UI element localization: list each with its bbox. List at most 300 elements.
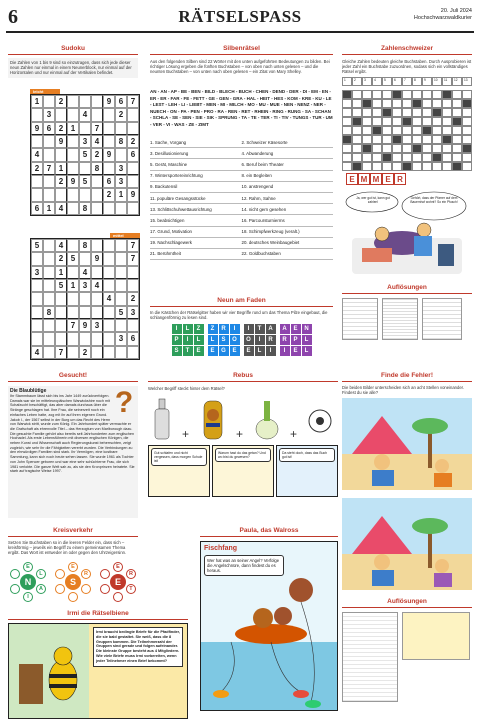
silben-clue-row[interactable] xyxy=(150,148,333,159)
faden-cell[interactable]: I xyxy=(183,335,193,345)
faden-cell[interactable]: E xyxy=(208,346,218,356)
sudoku-cell[interactable]: 9 xyxy=(127,188,139,201)
kreis-ring-cell[interactable]: E xyxy=(23,562,33,572)
sudoku-cell[interactable]: 2 xyxy=(127,135,139,148)
sudoku-cell[interactable]: 3 xyxy=(91,319,103,332)
sudoku-cell[interactable] xyxy=(67,332,79,345)
kreis-ring-cell[interactable] xyxy=(68,592,78,602)
zahlen-grid-cell[interactable] xyxy=(342,162,352,171)
sudoku-cell[interactable] xyxy=(103,279,115,292)
faden-cell[interactable]: L xyxy=(302,346,312,356)
faden-cell[interactable]: I xyxy=(266,346,276,356)
kreis-ring-cell[interactable]: I xyxy=(23,592,33,602)
kreis-ring-cell[interactable] xyxy=(10,584,20,594)
zahlen-grid-cell[interactable] xyxy=(452,153,462,162)
fehler-picture-1[interactable] xyxy=(342,398,472,490)
sudoku-cell[interactable]: 6 xyxy=(103,175,115,188)
faden-cell[interactable]: L xyxy=(194,335,204,345)
sudoku-cell[interactable] xyxy=(127,122,139,135)
zahlen-key-cell[interactable]: 6 xyxy=(392,77,402,86)
zahlen-grid-cell[interactable] xyxy=(462,135,472,144)
sudoku-cell[interactable]: 6 xyxy=(127,332,139,345)
sudoku-cell[interactable] xyxy=(103,162,115,175)
sudoku-cell[interactable]: 9 xyxy=(55,135,67,148)
faden-cell[interactable]: E xyxy=(194,346,204,356)
zahlen-grid-cell[interactable] xyxy=(442,90,452,99)
zahlen-grid-cell[interactable] xyxy=(432,135,442,144)
zahlen-grid-cell[interactable] xyxy=(402,135,412,144)
silben-clue-row[interactable] xyxy=(150,182,333,193)
sudoku-cell[interactable] xyxy=(103,332,115,345)
zahlen-grid-cell[interactable] xyxy=(362,135,372,144)
zahlen-grid-cell[interactable] xyxy=(402,117,412,126)
zahlen-grid-cell[interactable] xyxy=(432,126,442,135)
zahlen-grid-cell[interactable] xyxy=(452,135,462,144)
sudoku-cell[interactable]: 3 xyxy=(115,332,127,345)
sudoku-cell[interactable]: 6 xyxy=(43,122,55,135)
sudoku-cell[interactable] xyxy=(91,175,103,188)
sudoku-cell[interactable]: 9 xyxy=(79,319,91,332)
zahlen-grid-cell[interactable] xyxy=(422,153,432,162)
sudoku-cell[interactable] xyxy=(67,162,79,175)
zahlen-grid-cell[interactable] xyxy=(362,117,372,126)
kreis-ring-cell[interactable]: E xyxy=(68,562,78,572)
kreis-ring-cell[interactable]: R xyxy=(126,569,136,579)
sudoku-cell[interactable] xyxy=(91,188,103,201)
faden-cell[interactable]: E xyxy=(291,346,301,356)
sudoku-cell[interactable] xyxy=(31,279,43,292)
silben-clue-row[interactable] xyxy=(150,249,333,260)
sudoku-cell[interactable] xyxy=(79,252,91,265)
sudoku-cell[interactable] xyxy=(67,306,79,319)
sudoku-cell[interactable] xyxy=(127,162,139,175)
sudoku-cell[interactable]: 1 xyxy=(55,266,67,279)
zahlen-grid-cell[interactable] xyxy=(382,117,392,126)
kreis-circle[interactable] xyxy=(98,562,138,602)
zahlen-grid-cell[interactable] xyxy=(442,126,452,135)
zahlen-grid-cell[interactable] xyxy=(422,126,432,135)
kreis-circles[interactable] xyxy=(8,562,138,602)
faden-cell[interactable]: L xyxy=(255,346,265,356)
kreis-ring-cell[interactable]: L xyxy=(36,569,46,579)
sudoku-cell[interactable]: 7 xyxy=(127,95,139,108)
faden-cell[interactable]: I xyxy=(230,324,240,334)
sudoku-cell[interactable]: 8 xyxy=(43,306,55,319)
sudoku-cell[interactable] xyxy=(43,252,55,265)
zahlen-grid-cell[interactable] xyxy=(422,90,432,99)
zahlen-grid-cell[interactable] xyxy=(422,135,432,144)
zahlen-grid-cell[interactable] xyxy=(342,117,352,126)
zahlen-grid-cell[interactable] xyxy=(462,108,472,117)
sudoku-cell[interactable] xyxy=(67,346,79,359)
kreis-ring-cell[interactable] xyxy=(100,584,110,594)
zahlen-grid-cell[interactable] xyxy=(342,108,352,117)
zahlen-grid-cell[interactable] xyxy=(362,99,372,108)
sudoku-cell[interactable] xyxy=(43,279,55,292)
faden-cell[interactable]: L xyxy=(208,335,218,345)
sudoku-cell[interactable]: 3 xyxy=(31,266,43,279)
faden-grids[interactable] xyxy=(150,324,333,356)
sudoku-cell[interactable]: 4 xyxy=(79,266,91,279)
sudoku-cell[interactable] xyxy=(127,266,139,279)
sudoku-cell[interactable] xyxy=(79,95,91,108)
sudoku-cell[interactable]: 4 xyxy=(31,346,43,359)
sudoku-cell[interactable] xyxy=(127,108,139,121)
zahlen-key-cell[interactable]: 13 xyxy=(462,77,472,86)
paula-comic[interactable] xyxy=(200,541,338,711)
zahlen-grid-cell[interactable] xyxy=(372,117,382,126)
silben-clue-row[interactable] xyxy=(150,215,333,226)
sudoku-cell[interactable] xyxy=(67,188,79,201)
sudoku-cell[interactable] xyxy=(127,175,139,188)
faden-cell[interactable]: I xyxy=(280,346,290,356)
sudoku-cell[interactable] xyxy=(127,279,139,292)
sudoku-cell[interactable] xyxy=(67,239,79,252)
zahlen-grid-cell[interactable] xyxy=(382,144,392,153)
zahlen-grid-cell[interactable] xyxy=(412,126,422,135)
sudoku-cell[interactable]: 4 xyxy=(55,202,67,215)
kreis-ring-cell[interactable]: A xyxy=(36,584,46,594)
zahlen-grid-cell[interactable] xyxy=(452,108,462,117)
sudoku-cell[interactable] xyxy=(43,332,55,345)
sudoku-cell[interactable] xyxy=(103,108,115,121)
kreis-ring-cell[interactable] xyxy=(100,569,110,579)
sudoku-cell[interactable] xyxy=(31,188,43,201)
zahlen-grid-cell[interactable] xyxy=(372,108,382,117)
faden-cell[interactable]: O xyxy=(244,335,254,345)
zahlen-grid-cell[interactable] xyxy=(442,144,452,153)
zahlen-key-cell[interactable]: 10 xyxy=(432,77,442,86)
zahlen-grid-cell[interactable] xyxy=(402,99,412,108)
sudoku-cell[interactable]: 8 xyxy=(79,202,91,215)
sudoku-cell[interactable]: 5 xyxy=(55,279,67,292)
sudoku-cell[interactable] xyxy=(127,202,139,215)
zahlen-grid-cell[interactable] xyxy=(442,135,452,144)
zahlen-grid-cell[interactable] xyxy=(442,153,452,162)
sudoku-cell[interactable]: 1 xyxy=(115,188,127,201)
faden-cell[interactable]: T xyxy=(183,346,193,356)
sudoku-cell[interactable]: 7 xyxy=(43,162,55,175)
zahlen-grid-cell[interactable] xyxy=(392,153,402,162)
sudoku-cell[interactable] xyxy=(79,188,91,201)
sudoku-cell[interactable] xyxy=(115,319,127,332)
faden-cell[interactable]: A xyxy=(266,324,276,334)
sudoku-cell[interactable] xyxy=(79,122,91,135)
zahlen-grid-cell[interactable] xyxy=(452,117,462,126)
faden-cell[interactable]: A xyxy=(280,324,290,334)
zahlen-grid-cell[interactable] xyxy=(412,117,422,126)
sudoku-cell[interactable] xyxy=(55,292,67,305)
sudoku-cell[interactable] xyxy=(103,239,115,252)
sudoku-cell[interactable]: 3 xyxy=(79,279,91,292)
sudoku-cell[interactable] xyxy=(103,122,115,135)
sudoku-cell[interactable] xyxy=(91,239,103,252)
zahlen-key-cell[interactable]: 4 xyxy=(372,77,382,86)
sudoku-cell[interactable]: 7 xyxy=(127,252,139,265)
sudoku-cell[interactable]: 4 xyxy=(55,239,67,252)
kreis-ring-cell[interactable]: T xyxy=(126,584,136,594)
zahlen-grid-cell[interactable] xyxy=(382,162,392,171)
silben-clue-row[interactable] xyxy=(150,171,333,182)
sudoku-cell[interactable] xyxy=(43,175,55,188)
zahlen-grid-cell[interactable] xyxy=(422,162,432,171)
zahlen-grid-cell[interactable] xyxy=(372,90,382,99)
sudoku-cell[interactable]: 1 xyxy=(67,279,79,292)
faden-cell[interactable]: T xyxy=(255,324,265,334)
sudoku-cell[interactable] xyxy=(103,319,115,332)
faden-cell[interactable]: Z xyxy=(194,324,204,334)
zahlen-grid-cell[interactable] xyxy=(412,90,422,99)
zahlen-grid-cell[interactable] xyxy=(422,144,432,153)
sudoku-cell[interactable]: 6 xyxy=(115,95,127,108)
sudoku-cell[interactable] xyxy=(43,319,55,332)
sudoku-cell[interactable] xyxy=(103,346,115,359)
sudoku-cell[interactable] xyxy=(31,108,43,121)
faden-cell[interactable]: R xyxy=(266,335,276,345)
zahlen-grid-cell[interactable] xyxy=(432,108,442,117)
faden-cell[interactable]: L xyxy=(183,324,193,334)
sudoku-cell[interactable] xyxy=(67,292,79,305)
zahlen-grid-cell[interactable] xyxy=(382,153,392,162)
zahlen-grid-cell[interactable] xyxy=(402,162,412,171)
sudoku-cell[interactable]: 5 xyxy=(115,306,127,319)
silben-clue-row[interactable] xyxy=(150,159,333,170)
zahlen-grid-cell[interactable] xyxy=(362,108,372,117)
sudoku-cell[interactable] xyxy=(103,202,115,215)
sudoku-cell[interactable] xyxy=(79,332,91,345)
sudoku-cell[interactable] xyxy=(115,252,127,265)
zahlen-grid-cell[interactable] xyxy=(432,117,442,126)
sudoku-cell[interactable] xyxy=(115,202,127,215)
faden-grid-block[interactable] xyxy=(208,324,240,356)
sudoku-cell[interactable]: 9 xyxy=(103,95,115,108)
kreis-ring-cell[interactable] xyxy=(55,584,65,594)
zahlen-grid-cell[interactable] xyxy=(402,126,412,135)
sudoku-cell[interactable] xyxy=(55,306,67,319)
sudoku-cell[interactable] xyxy=(31,306,43,319)
faden-cell[interactable]: G xyxy=(219,346,229,356)
sudoku-cell[interactable]: 6 xyxy=(127,148,139,161)
zahlen-grid-cell[interactable] xyxy=(382,108,392,117)
zahlen-grid-cell[interactable] xyxy=(402,153,412,162)
zahlen-grid-cell[interactable] xyxy=(342,144,352,153)
zahlen-grid-cell[interactable] xyxy=(452,126,462,135)
zahlen-grid-cell[interactable] xyxy=(392,135,402,144)
zahlen-grid-cell[interactable] xyxy=(462,162,472,171)
sudoku-cell[interactable]: 2 xyxy=(55,122,67,135)
sudoku-cell[interactable] xyxy=(115,279,127,292)
sudoku-cell[interactable]: 9 xyxy=(103,148,115,161)
sudoku-cell[interactable]: 9 xyxy=(67,175,79,188)
faden-cell[interactable]: I xyxy=(255,335,265,345)
sudoku-cell[interactable] xyxy=(115,266,127,279)
sudoku-cell[interactable] xyxy=(115,292,127,305)
zahlen-grid-cell[interactable] xyxy=(352,162,362,171)
sudoku-cell[interactable]: 2 xyxy=(31,162,43,175)
sudoku-cell[interactable]: 2 xyxy=(55,175,67,188)
zahlen-grid-cell[interactable] xyxy=(462,117,472,126)
zahlen-grid-cell[interactable] xyxy=(342,153,352,162)
sudoku-cell[interactable] xyxy=(31,135,43,148)
kreis-ring-cell[interactable] xyxy=(55,569,65,579)
sudoku-cell[interactable]: 8 xyxy=(79,239,91,252)
fehler-picture-2[interactable] xyxy=(342,498,472,590)
zahlen-grid-cell[interactable] xyxy=(442,99,452,108)
zahlen-grid-cell[interactable] xyxy=(372,126,382,135)
sudoku-cell[interactable] xyxy=(79,306,91,319)
sudoku-cell[interactable] xyxy=(127,346,139,359)
zahlen-grid-cell[interactable] xyxy=(462,153,472,162)
silben-clue-row[interactable] xyxy=(150,227,333,238)
zahlen-grid-cell[interactable] xyxy=(382,90,392,99)
sudoku-cell[interactable] xyxy=(55,108,67,121)
sudoku-cell[interactable]: 2 xyxy=(55,252,67,265)
sudoku-cell[interactable]: 4 xyxy=(79,108,91,121)
zahlen-grid-cell[interactable] xyxy=(462,90,472,99)
kreis-circle[interactable] xyxy=(8,562,48,602)
faden-grid-block[interactable] xyxy=(280,324,312,356)
sudoku-hard-grid[interactable] xyxy=(30,238,140,360)
sudoku-cell[interactable]: 3 xyxy=(43,108,55,121)
sudoku-cell[interactable] xyxy=(91,266,103,279)
sudoku-cell[interactable] xyxy=(55,188,67,201)
sudoku-cell[interactable] xyxy=(67,148,79,161)
zahlen-grid-cell[interactable] xyxy=(352,126,362,135)
zahlen-key-cell[interactable]: 9 xyxy=(422,77,432,86)
sudoku-cell[interactable]: 7 xyxy=(67,319,79,332)
zahlen-grid-cell[interactable] xyxy=(352,90,362,99)
sudoku-cell[interactable]: 1 xyxy=(43,202,55,215)
sudoku-cell[interactable] xyxy=(103,306,115,319)
zahlen-grid-cell[interactable] xyxy=(412,99,422,108)
faden-cell[interactable]: L xyxy=(302,335,312,345)
sudoku-cell[interactable]: 1 xyxy=(31,95,43,108)
sudoku-cell[interactable] xyxy=(91,346,103,359)
zahlen-grid-cell[interactable] xyxy=(452,162,462,171)
sudoku-cell[interactable] xyxy=(115,122,127,135)
zahlen-grid-cell[interactable] xyxy=(342,126,352,135)
zahlen-grid-cell[interactable] xyxy=(432,144,442,153)
sudoku-cell[interactable]: 4 xyxy=(91,279,103,292)
sudoku-cell[interactable] xyxy=(79,162,91,175)
zahlen-grid-cell[interactable] xyxy=(392,90,402,99)
sudoku-cell[interactable] xyxy=(31,332,43,345)
sudoku-cell[interactable] xyxy=(115,346,127,359)
zahlen-key-cell[interactable]: 7 xyxy=(402,77,412,86)
zahlen-grid-cell[interactable] xyxy=(422,99,432,108)
sudoku-cell[interactable]: 4 xyxy=(103,292,115,305)
sudoku-cell[interactable]: 9 xyxy=(31,122,43,135)
sudoku-cell[interactable]: 5 xyxy=(31,239,43,252)
sudoku-cell[interactable] xyxy=(91,332,103,345)
zahlen-grid-cell[interactable] xyxy=(392,144,402,153)
sudoku-cell[interactable] xyxy=(115,239,127,252)
zahlen-key-cell[interactable]: 2 xyxy=(352,77,362,86)
faden-cell[interactable]: N xyxy=(302,324,312,334)
kreis-ring-cell[interactable] xyxy=(10,569,20,579)
sudoku-cell[interactable] xyxy=(31,292,43,305)
zahlen-key-cell[interactable]: 11 xyxy=(442,77,452,86)
sudoku-cell[interactable]: 9 xyxy=(91,252,103,265)
sudoku-cell[interactable]: 3 xyxy=(115,162,127,175)
sudoku-cell[interactable]: 7 xyxy=(91,122,103,135)
zahlen-grid-cell[interactable] xyxy=(402,90,412,99)
silben-clue-row[interactable] xyxy=(150,193,333,204)
faden-cell[interactable]: I xyxy=(244,324,254,334)
zahlen-grid-cell[interactable] xyxy=(412,162,422,171)
sudoku-cell[interactable]: 8 xyxy=(115,135,127,148)
faden-cell[interactable]: P xyxy=(172,335,182,345)
zahlen-key-cell[interactable]: 8 xyxy=(412,77,422,86)
zahlen-grid-cell[interactable] xyxy=(452,90,462,99)
sudoku-cell[interactable]: 8 xyxy=(91,162,103,175)
kreis-ring-cell[interactable] xyxy=(113,592,123,602)
zahlen-grid-cell[interactable] xyxy=(452,144,462,153)
sudoku-cell[interactable]: 3 xyxy=(127,306,139,319)
zahlen-key-cell[interactable]: 1 xyxy=(342,77,352,86)
zahlen-grid-cell[interactable] xyxy=(352,135,362,144)
zahlen-grid-cell[interactable] xyxy=(382,99,392,108)
faden-cell[interactable]: E xyxy=(244,346,254,356)
sudoku-cell[interactable] xyxy=(31,319,43,332)
sudoku-cell[interactable] xyxy=(43,95,55,108)
zahlen-grid-cell[interactable] xyxy=(392,117,402,126)
zahlen-grid-cell[interactable] xyxy=(412,144,422,153)
sudoku-cell[interactable] xyxy=(91,95,103,108)
zahlen-key-cell[interactable]: 5 xyxy=(382,77,392,86)
sudoku-cell[interactable]: 3 xyxy=(115,175,127,188)
zahlen-grid-cell[interactable] xyxy=(362,153,372,162)
faden-cell[interactable]: S xyxy=(172,346,182,356)
sudoku-cell[interactable] xyxy=(103,135,115,148)
sudoku-cell[interactable] xyxy=(31,175,43,188)
zahlen-grid-cell[interactable] xyxy=(462,126,472,135)
sudoku-cell[interactable] xyxy=(103,252,115,265)
faden-cell[interactable]: E xyxy=(230,346,240,356)
sudoku-cell[interactable]: 5 xyxy=(67,252,79,265)
sudoku-cell[interactable]: 7 xyxy=(55,346,67,359)
sudoku-cell[interactable]: 5 xyxy=(79,175,91,188)
sudoku-cell[interactable] xyxy=(43,239,55,252)
zahlen-grid-cell[interactable] xyxy=(342,99,352,108)
zahlen-grid-cell[interactable] xyxy=(462,99,472,108)
zahlen-grid-cell[interactable] xyxy=(352,117,362,126)
zahlen-grid-cell[interactable] xyxy=(372,144,382,153)
zahlen-grid-cell[interactable] xyxy=(362,144,372,153)
faden-cell[interactable]: E xyxy=(291,324,301,334)
zahlen-grid-cell[interactable] xyxy=(412,108,422,117)
sudoku-cell[interactable]: 2 xyxy=(91,148,103,161)
kreis-ring-cell[interactable]: E xyxy=(113,562,123,572)
sudoku-cell[interactable]: 2 xyxy=(79,346,91,359)
sudoku-cell[interactable] xyxy=(43,135,55,148)
zahlen-grid-cell[interactable] xyxy=(362,90,372,99)
zahlen-grid[interactable] xyxy=(342,90,472,171)
zahlen-grid-cell[interactable] xyxy=(432,99,442,108)
sudoku-easy-grid[interactable] xyxy=(30,94,140,216)
sudoku-cell[interactable] xyxy=(31,252,43,265)
sudoku-cell[interactable] xyxy=(67,108,79,121)
sudoku-cell[interactable]: 1 xyxy=(67,122,79,135)
faden-cell[interactable]: R xyxy=(219,324,229,334)
zahlen-grid-cell[interactable] xyxy=(372,135,382,144)
sudoku-cell[interactable] xyxy=(43,346,55,359)
zahlen-grid-cell[interactable] xyxy=(392,108,402,117)
faden-cell[interactable]: Z xyxy=(208,324,218,334)
zahlen-grid-cell[interactable] xyxy=(352,99,362,108)
zahlen-grid-cell[interactable] xyxy=(392,162,402,171)
sudoku-cell[interactable] xyxy=(67,202,79,215)
